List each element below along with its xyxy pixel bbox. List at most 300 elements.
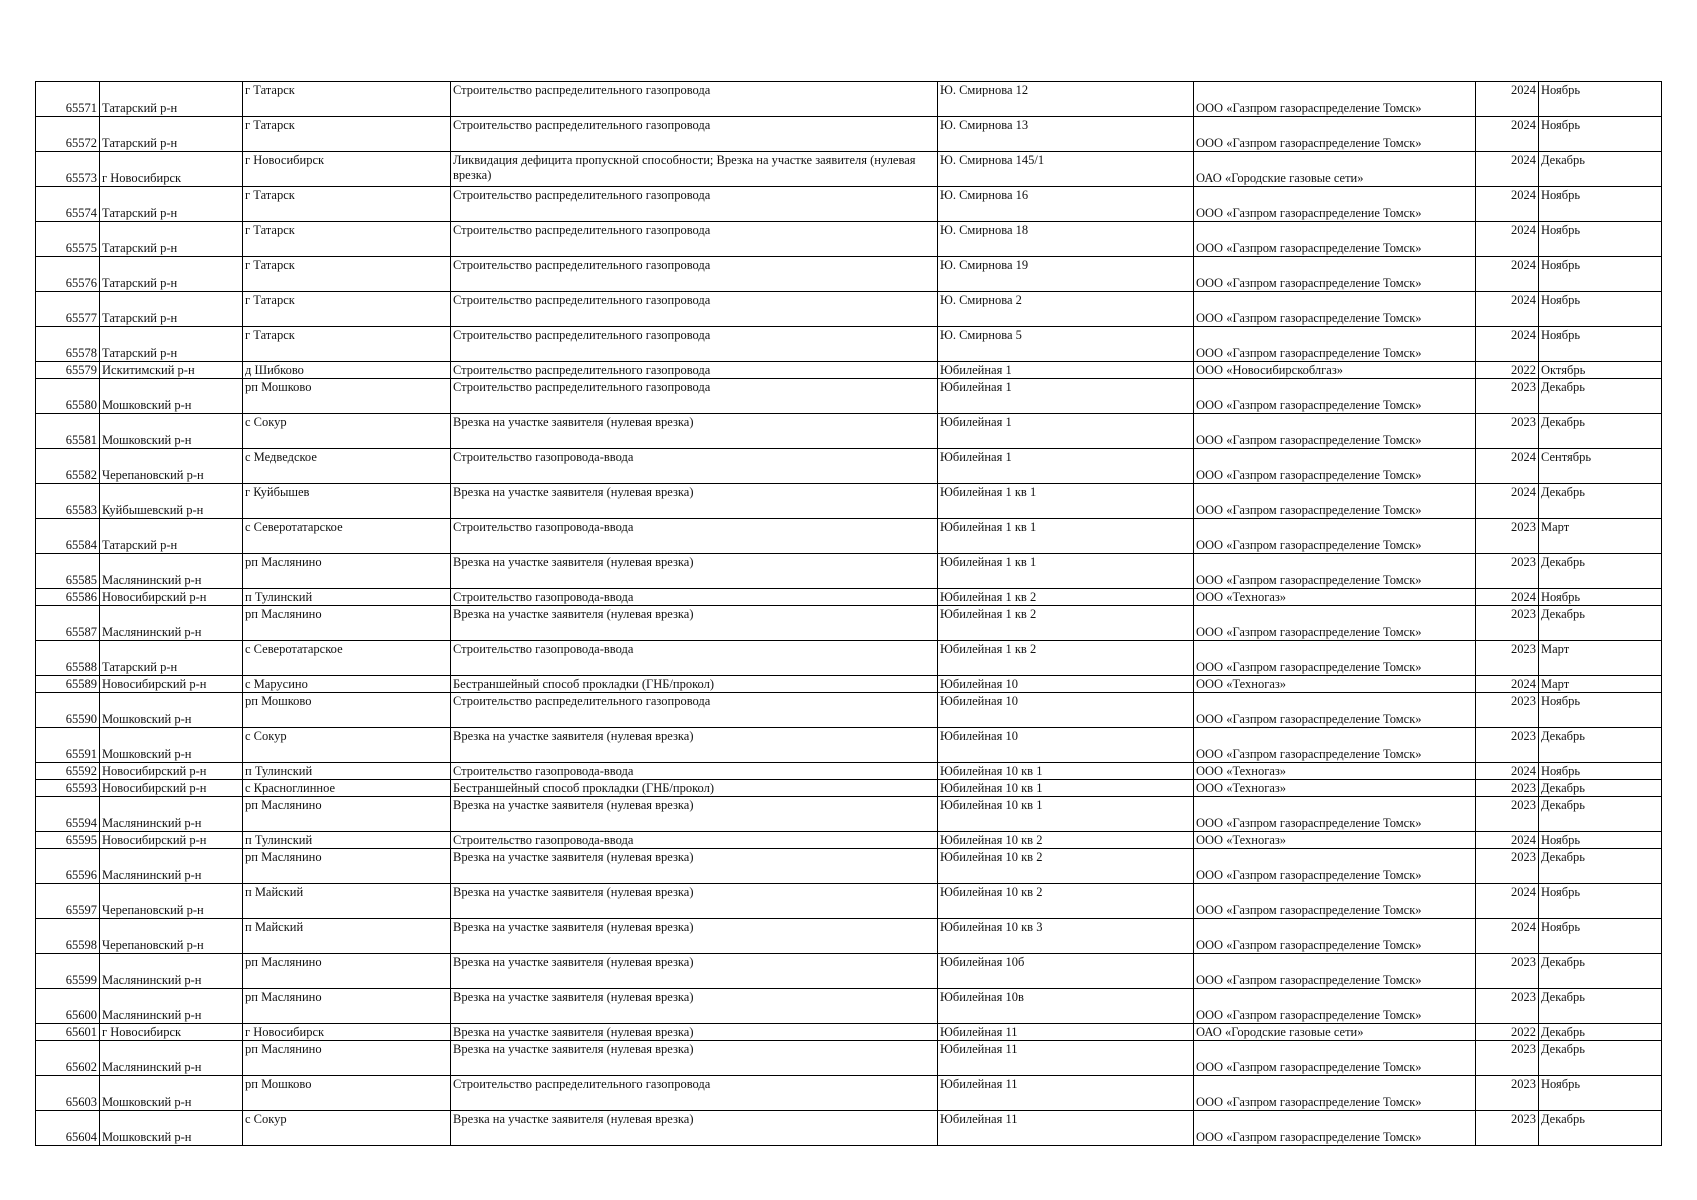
year-cell: 2023	[1476, 989, 1539, 1024]
organization-cell: ООО «Новосибирскоблгаз»	[1194, 362, 1476, 379]
district-cell: Татарский р-н	[100, 327, 243, 362]
year-cell: 2023	[1476, 797, 1539, 832]
work-type-cell: Строительство распределительного газопровода	[451, 1076, 938, 1111]
month-cell: Ноябрь	[1539, 82, 1662, 117]
address-cell: Юбилейная 1 кв 1	[938, 484, 1194, 519]
table-row	[36, 797, 1662, 832]
organization-cell: ООО «Газпром газораспределение Томск»	[1194, 954, 1476, 989]
work-type-cell: Врезка на участке заявителя (нулевая врезка)	[451, 797, 938, 832]
year-cell: 2024	[1476, 832, 1539, 849]
organization-cell: ООО «Газпром газораспределение Томск»	[1194, 641, 1476, 676]
month-cell: Март	[1539, 676, 1662, 693]
table-row	[36, 257, 1662, 292]
year-cell: 2024	[1476, 327, 1539, 362]
year-cell: 2024	[1476, 763, 1539, 780]
district-cell: Маслянинский р-н	[100, 1041, 243, 1076]
month-cell: Сентябрь	[1539, 449, 1662, 484]
district-cell: Маслянинский р-н	[100, 954, 243, 989]
year-cell: 2023	[1476, 728, 1539, 763]
settlement-cell: г Новосибирск	[243, 152, 451, 187]
district-cell: Искитимский р-н	[100, 362, 243, 379]
table-row	[36, 82, 1662, 117]
table-row	[36, 1041, 1662, 1076]
address-cell: Ю. Смирнова 145/1	[938, 152, 1194, 187]
settlement-cell: рп Маслянино	[243, 1041, 451, 1076]
district-cell: г Новосибирск	[100, 152, 243, 187]
address-cell: Юбилейная 1 кв 2	[938, 641, 1194, 676]
year-cell: 2023	[1476, 414, 1539, 449]
year-cell: 2023	[1476, 849, 1539, 884]
organization-cell: ООО «Техногаз»	[1194, 832, 1476, 849]
year-cell: 2024	[1476, 117, 1539, 152]
month-cell: Декабрь	[1539, 728, 1662, 763]
organization-cell: ООО «Газпром газораспределение Томск»	[1194, 257, 1476, 292]
organization-cell: ООО «Газпром газораспределение Томск»	[1194, 693, 1476, 728]
settlement-cell: рп Маслянино	[243, 797, 451, 832]
year-cell: 2023	[1476, 519, 1539, 554]
year-cell: 2024	[1476, 187, 1539, 222]
work-type-cell: Строительство газопровода-ввода	[451, 519, 938, 554]
record-number-cell: 65588	[36, 641, 100, 676]
organization-cell: ООО «Газпром газораспределение Томск»	[1194, 82, 1476, 117]
table-row	[36, 362, 1662, 379]
year-cell: 2024	[1476, 589, 1539, 606]
year-cell: 2024	[1476, 919, 1539, 954]
year-cell: 2023	[1476, 1111, 1539, 1146]
table-row	[36, 414, 1662, 449]
district-cell: Татарский р-н	[100, 641, 243, 676]
month-cell: Ноябрь	[1539, 187, 1662, 222]
year-cell: 2024	[1476, 449, 1539, 484]
record-number-cell: 65581	[36, 414, 100, 449]
organization-cell: ООО «Газпром газораспределение Томск»	[1194, 1111, 1476, 1146]
work-type-cell: Строительство распределительного газопровода	[451, 379, 938, 414]
settlement-cell: г Татарск	[243, 187, 451, 222]
settlement-cell: п Тулинский	[243, 832, 451, 849]
table-row	[36, 641, 1662, 676]
organization-cell: ООО «Газпром газораспределение Томск»	[1194, 1041, 1476, 1076]
organization-cell: ОАО «Городские газовые сети»	[1194, 1024, 1476, 1041]
organization-cell: ООО «Газпром газораспределение Томск»	[1194, 292, 1476, 327]
address-cell: Юбилейная 1 кв 1	[938, 554, 1194, 589]
work-type-cell: Врезка на участке заявителя (нулевая врезка)	[451, 849, 938, 884]
settlement-cell: д Шибково	[243, 362, 451, 379]
district-cell: Татарский р-н	[100, 82, 243, 117]
address-cell: Юбилейная 10б	[938, 954, 1194, 989]
settlement-cell: п Майский	[243, 884, 451, 919]
month-cell: Ноябрь	[1539, 257, 1662, 292]
month-cell: Декабрь	[1539, 484, 1662, 519]
address-cell: Юбилейная 1	[938, 414, 1194, 449]
district-cell: Мошковский р-н	[100, 414, 243, 449]
record-number-cell: 65579	[36, 362, 100, 379]
month-cell: Ноябрь	[1539, 292, 1662, 327]
year-cell: 2022	[1476, 362, 1539, 379]
address-cell: Ю. Смирнова 12	[938, 82, 1194, 117]
record-number-cell: 65595	[36, 832, 100, 849]
address-cell: Юбилейная 11	[938, 1041, 1194, 1076]
work-type-cell: Строительство газопровода-ввода	[451, 641, 938, 676]
table-row	[36, 606, 1662, 641]
settlement-cell: п Тулинский	[243, 589, 451, 606]
record-number-cell: 65586	[36, 589, 100, 606]
district-cell: Мошковский р-н	[100, 1076, 243, 1111]
month-cell: Декабрь	[1539, 554, 1662, 589]
address-cell: Юбилейная 1	[938, 362, 1194, 379]
settlement-cell: г Татарск	[243, 222, 451, 257]
month-cell: Март	[1539, 641, 1662, 676]
work-type-cell: Строительство распределительного газопровода	[451, 362, 938, 379]
year-cell: 2024	[1476, 484, 1539, 519]
month-cell: Декабрь	[1539, 954, 1662, 989]
month-cell: Декабрь	[1539, 1024, 1662, 1041]
work-type-cell: Строительство газопровода-ввода	[451, 589, 938, 606]
settlement-cell: г Татарск	[243, 82, 451, 117]
address-cell: Юбилейная 1 кв 2	[938, 589, 1194, 606]
district-cell: Мошковский р-н	[100, 379, 243, 414]
work-type-cell: Строительство распределительного газопровода	[451, 292, 938, 327]
table-row	[36, 292, 1662, 327]
district-cell: Татарский р-н	[100, 222, 243, 257]
work-type-cell: Строительство газопровода-ввода	[451, 763, 938, 780]
organization-cell: ООО «Газпром газораспределение Томск»	[1194, 606, 1476, 641]
organization-cell: ООО «Газпром газораспределение Томск»	[1194, 989, 1476, 1024]
record-number-cell: 65571	[36, 82, 100, 117]
settlement-cell: рп Мошково	[243, 693, 451, 728]
table-row	[36, 1111, 1662, 1146]
year-cell: 2024	[1476, 257, 1539, 292]
settlement-cell: г Куйбышев	[243, 484, 451, 519]
table-row	[36, 222, 1662, 257]
organization-cell: ООО «Газпром газораспределение Томск»	[1194, 414, 1476, 449]
settlement-cell: с Северотатарское	[243, 641, 451, 676]
district-cell: Маслянинский р-н	[100, 797, 243, 832]
record-number-cell: 65575	[36, 222, 100, 257]
year-cell: 2023	[1476, 1076, 1539, 1111]
district-cell: Куйбышевский р-н	[100, 484, 243, 519]
organization-cell: ООО «Техногаз»	[1194, 589, 1476, 606]
work-type-cell: Врезка на участке заявителя (нулевая врезка)	[451, 414, 938, 449]
work-type-cell: Врезка на участке заявителя (нулевая врезка)	[451, 554, 938, 589]
district-cell: Татарский р-н	[100, 187, 243, 222]
organization-cell: ООО «Техногаз»	[1194, 763, 1476, 780]
address-cell: Юбилейная 11	[938, 1076, 1194, 1111]
work-type-cell: Строительство газопровода-ввода	[451, 449, 938, 484]
address-cell: Юбилейная 10 кв 1	[938, 763, 1194, 780]
month-cell: Декабрь	[1539, 152, 1662, 187]
table-row	[36, 676, 1662, 693]
address-cell: Юбилейная 11	[938, 1024, 1194, 1041]
table-row	[36, 519, 1662, 554]
table-row	[36, 1024, 1662, 1041]
settlement-cell: г Татарск	[243, 257, 451, 292]
settlement-cell: г Новосибирск	[243, 1024, 451, 1041]
table-row	[36, 449, 1662, 484]
work-type-cell: Строительство распределительного газопровода	[451, 257, 938, 292]
work-type-cell: Врезка на участке заявителя (нулевая врезка)	[451, 989, 938, 1024]
work-type-cell: Бестраншейный способ прокладки (ГНБ/прокол)	[451, 676, 938, 693]
address-cell: Юбилейная 10 кв 2	[938, 849, 1194, 884]
address-cell: Юбилейная 10 кв 3	[938, 919, 1194, 954]
work-type-cell: Врезка на участке заявителя (нулевая врезка)	[451, 606, 938, 641]
month-cell: Ноябрь	[1539, 1076, 1662, 1111]
record-number-cell: 65585	[36, 554, 100, 589]
year-cell: 2024	[1476, 884, 1539, 919]
table-row	[36, 884, 1662, 919]
record-number-cell: 65580	[36, 379, 100, 414]
table-row	[36, 763, 1662, 780]
record-number-cell: 65593	[36, 780, 100, 797]
organization-cell: ООО «Газпром газораспределение Томск»	[1194, 117, 1476, 152]
settlement-cell: рп Маслянино	[243, 954, 451, 989]
settlement-cell: п Тулинский	[243, 763, 451, 780]
year-cell: 2023	[1476, 379, 1539, 414]
settlement-cell: с Красноглинное	[243, 780, 451, 797]
settlement-cell: с Сокур	[243, 1111, 451, 1146]
month-cell: Ноябрь	[1539, 919, 1662, 954]
table-row	[36, 379, 1662, 414]
organization-cell: ООО «Газпром газораспределение Томск»	[1194, 327, 1476, 362]
district-cell: Новосибирский р-н	[100, 832, 243, 849]
year-cell: 2024	[1476, 292, 1539, 327]
table-row	[36, 589, 1662, 606]
address-cell: Юбилейная 1 кв 1	[938, 519, 1194, 554]
year-cell: 2023	[1476, 554, 1539, 589]
settlement-cell: рп Маслянино	[243, 606, 451, 641]
organization-cell: ООО «Техногаз»	[1194, 676, 1476, 693]
address-cell: Юбилейная 1	[938, 449, 1194, 484]
settlement-cell: рп Маслянино	[243, 554, 451, 589]
table-row	[36, 989, 1662, 1024]
settlement-cell: с Медведское	[243, 449, 451, 484]
district-cell: Черепановский р-н	[100, 449, 243, 484]
address-cell: Юбилейная 11	[938, 1111, 1194, 1146]
work-type-cell: Строительство распределительного газопровода	[451, 327, 938, 362]
record-number-cell: 65597	[36, 884, 100, 919]
table-row	[36, 728, 1662, 763]
district-cell: Татарский р-н	[100, 257, 243, 292]
table-row	[36, 484, 1662, 519]
address-cell: Ю. Смирнова 18	[938, 222, 1194, 257]
district-cell: Новосибирский р-н	[100, 676, 243, 693]
address-cell: Юбилейная 1	[938, 379, 1194, 414]
table-row	[36, 187, 1662, 222]
table-row	[36, 554, 1662, 589]
record-number-cell: 65596	[36, 849, 100, 884]
table-row	[36, 152, 1662, 187]
year-cell: 2023	[1476, 606, 1539, 641]
record-number-cell: 65602	[36, 1041, 100, 1076]
table-row	[36, 327, 1662, 362]
settlement-cell: г Татарск	[243, 292, 451, 327]
settlement-cell: п Майский	[243, 919, 451, 954]
month-cell: Октябрь	[1539, 362, 1662, 379]
district-cell: Черепановский р-н	[100, 919, 243, 954]
district-cell: Маслянинский р-н	[100, 849, 243, 884]
district-cell: Мошковский р-н	[100, 693, 243, 728]
record-number-cell: 65591	[36, 728, 100, 763]
organization-cell: ООО «Газпром газораспределение Томск»	[1194, 884, 1476, 919]
settlement-cell: рп Мошково	[243, 1076, 451, 1111]
year-cell: 2023	[1476, 1041, 1539, 1076]
settlement-cell: с Северотатарское	[243, 519, 451, 554]
district-cell: Мошковский р-н	[100, 728, 243, 763]
month-cell: Декабрь	[1539, 849, 1662, 884]
month-cell: Ноябрь	[1539, 884, 1662, 919]
address-cell: Ю. Смирнова 16	[938, 187, 1194, 222]
year-cell: 2022	[1476, 1024, 1539, 1041]
address-cell: Ю. Смирнова 13	[938, 117, 1194, 152]
record-number-cell: 65598	[36, 919, 100, 954]
month-cell: Декабрь	[1539, 606, 1662, 641]
settlement-cell: рп Маслянино	[243, 989, 451, 1024]
address-cell: Юбилейная 10	[938, 693, 1194, 728]
address-cell: Юбилейная 10 кв 1	[938, 780, 1194, 797]
address-cell: Юбилейная 10	[938, 728, 1194, 763]
address-cell: Ю. Смирнова 5	[938, 327, 1194, 362]
month-cell: Декабрь	[1539, 379, 1662, 414]
work-type-cell: Врезка на участке заявителя (нулевая врезка)	[451, 1111, 938, 1146]
district-cell: г Новосибирск	[100, 1024, 243, 1041]
district-cell: Маслянинский р-н	[100, 606, 243, 641]
year-cell: 2023	[1476, 641, 1539, 676]
year-cell: 2024	[1476, 152, 1539, 187]
district-cell: Татарский р-н	[100, 519, 243, 554]
organization-cell: ООО «Техногаз»	[1194, 780, 1476, 797]
year-cell: 2023	[1476, 693, 1539, 728]
work-type-cell: Строительство распределительного газопровода	[451, 82, 938, 117]
district-cell: Новосибирский р-н	[100, 763, 243, 780]
district-cell: Маслянинский р-н	[100, 989, 243, 1024]
table-row	[36, 1076, 1662, 1111]
year-cell: 2024	[1476, 82, 1539, 117]
record-number-cell: 65587	[36, 606, 100, 641]
record-number-cell: 65603	[36, 1076, 100, 1111]
month-cell: Ноябрь	[1539, 327, 1662, 362]
record-number-cell: 65604	[36, 1111, 100, 1146]
record-number-cell: 65576	[36, 257, 100, 292]
work-type-cell: Врезка на участке заявителя (нулевая врезка)	[451, 728, 938, 763]
district-cell: Татарский р-н	[100, 292, 243, 327]
district-cell: Черепановский р-н	[100, 884, 243, 919]
organization-cell: ООО «Газпром газораспределение Томск»	[1194, 379, 1476, 414]
district-cell: Новосибирский р-н	[100, 589, 243, 606]
record-number-cell: 65601	[36, 1024, 100, 1041]
record-number-cell: 65583	[36, 484, 100, 519]
organization-cell: ООО «Газпром газораспределение Томск»	[1194, 222, 1476, 257]
address-cell: Юбилейная 10 кв 2	[938, 884, 1194, 919]
gas-connection-table	[35, 81, 1662, 1146]
month-cell: Декабрь	[1539, 797, 1662, 832]
table-row	[36, 954, 1662, 989]
month-cell: Декабрь	[1539, 780, 1662, 797]
work-type-cell: Строительство распределительного газопровода	[451, 222, 938, 257]
settlement-cell: г Татарск	[243, 117, 451, 152]
year-cell: 2023	[1476, 780, 1539, 797]
settlement-cell: с Сокур	[243, 414, 451, 449]
district-cell: Татарский р-н	[100, 117, 243, 152]
district-cell: Маслянинский р-н	[100, 554, 243, 589]
record-number-cell: 65599	[36, 954, 100, 989]
record-number-cell: 65574	[36, 187, 100, 222]
organization-cell: ООО «Газпром газораспределение Томск»	[1194, 484, 1476, 519]
settlement-cell: рп Мошково	[243, 379, 451, 414]
record-number-cell: 65573	[36, 152, 100, 187]
record-number-cell: 65600	[36, 989, 100, 1024]
address-cell: Ю. Смирнова 2	[938, 292, 1194, 327]
table-row	[36, 832, 1662, 849]
work-type-cell: Бестраншейный способ прокладки (ГНБ/прокол)	[451, 780, 938, 797]
address-cell: Юбилейная 10 кв 1	[938, 797, 1194, 832]
organization-cell: ООО «Газпром газораспределение Томск»	[1194, 449, 1476, 484]
district-cell: Мошковский р-н	[100, 1111, 243, 1146]
record-number-cell: 65592	[36, 763, 100, 780]
year-cell: 2023	[1476, 954, 1539, 989]
table-row	[36, 849, 1662, 884]
month-cell: Декабрь	[1539, 989, 1662, 1024]
record-number-cell: 65582	[36, 449, 100, 484]
table-row	[36, 693, 1662, 728]
work-type-cell: Врезка на участке заявителя (нулевая врезка)	[451, 954, 938, 989]
month-cell: Ноябрь	[1539, 222, 1662, 257]
organization-cell: ООО «Газпром газораспределение Томск»	[1194, 797, 1476, 832]
table-row	[36, 780, 1662, 797]
record-number-cell: 65572	[36, 117, 100, 152]
year-cell: 2024	[1476, 222, 1539, 257]
month-cell: Ноябрь	[1539, 763, 1662, 780]
record-number-cell: 65589	[36, 676, 100, 693]
address-cell: Ю. Смирнова 19	[938, 257, 1194, 292]
organization-cell: ОАО «Городские газовые сети»	[1194, 152, 1476, 187]
table-row	[36, 919, 1662, 954]
month-cell: Ноябрь	[1539, 693, 1662, 728]
organization-cell: ООО «Газпром газораспределение Томск»	[1194, 554, 1476, 589]
organization-cell: ООО «Газпром газораспределение Томск»	[1194, 849, 1476, 884]
work-type-cell: Ликвидация дефицита пропускной способности; Врезка на участке заявителя (нулевая врезка)	[451, 152, 938, 187]
organization-cell: ООО «Газпром газораспределение Томск»	[1194, 919, 1476, 954]
address-cell: Юбилейная 10в	[938, 989, 1194, 1024]
work-type-cell: Врезка на участке заявителя (нулевая врезка)	[451, 484, 938, 519]
work-type-cell: Строительство распределительного газопровода	[451, 693, 938, 728]
work-type-cell: Врезка на участке заявителя (нулевая врезка)	[451, 884, 938, 919]
organization-cell: ООО «Газпром газораспределение Томск»	[1194, 187, 1476, 222]
address-cell: Юбилейная 1 кв 2	[938, 606, 1194, 641]
organization-cell: ООО «Газпром газораспределение Томск»	[1194, 728, 1476, 763]
record-number-cell: 65594	[36, 797, 100, 832]
month-cell: Декабрь	[1539, 414, 1662, 449]
settlement-cell: рп Маслянино	[243, 849, 451, 884]
organization-cell: ООО «Газпром газораспределение Томск»	[1194, 1076, 1476, 1111]
address-cell: Юбилейная 10 кв 2	[938, 832, 1194, 849]
record-number-cell: 65584	[36, 519, 100, 554]
record-number-cell: 65577	[36, 292, 100, 327]
work-type-cell: Врезка на участке заявителя (нулевая врезка)	[451, 919, 938, 954]
month-cell: Март	[1539, 519, 1662, 554]
work-type-cell: Врезка на участке заявителя (нулевая врезка)	[451, 1041, 938, 1076]
settlement-cell: г Татарск	[243, 327, 451, 362]
organization-cell: ООО «Газпром газораспределение Томск»	[1194, 519, 1476, 554]
record-number-cell: 65590	[36, 693, 100, 728]
work-type-cell: Врезка на участке заявителя (нулевая врезка)	[451, 1024, 938, 1041]
month-cell: Ноябрь	[1539, 589, 1662, 606]
month-cell: Декабрь	[1539, 1041, 1662, 1076]
record-number-cell: 65578	[36, 327, 100, 362]
year-cell: 2024	[1476, 676, 1539, 693]
settlement-cell: с Марусино	[243, 676, 451, 693]
table-body	[36, 82, 1662, 1146]
work-type-cell: Строительство распределительного газопровода	[451, 187, 938, 222]
table-row	[36, 117, 1662, 152]
